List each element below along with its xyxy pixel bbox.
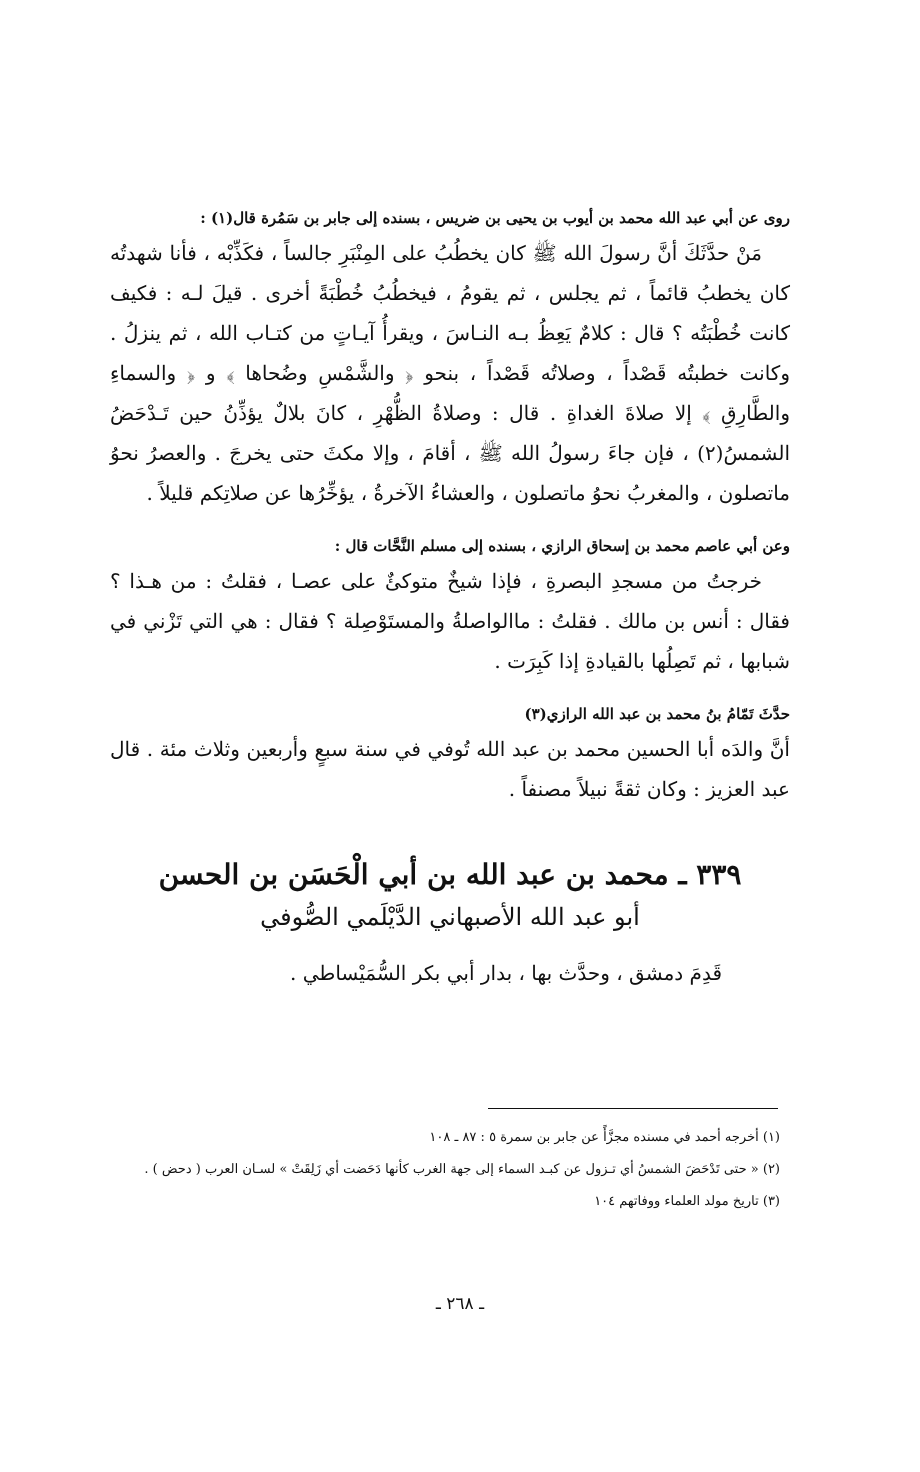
hadith-text-1: مَنْ حدَّثَكَ أنَّ رسولَ الله ﷺ كان يخطُبُ على المِنْبَرِ جالساً ، فكَذِّبْه ، فأنا شهدتُه كان يخطبُ قائماً ، ثم يجلس ، ثم يقومُ ، فيخطُبُ خُطْبَةً أخرى . قيلَ لـه : فكيف كانت خُطْبَتُه ؟ قال : كلامٌ يَعِظُ بـه النـاسَ ، ويقرأُ آيـاتٍ من كتـاب الله ، ثم ينزلُ . وكانت خطبتُه قَصْداً ، وصلاتُه قَصْداً ، بنحو ﴿ والشَّمْسِ وضُحاها ﴾ و ﴿ والسماءِ والطَّارِقِ ﴾ إلا صلاةَ الغداةِ . قال : وصلاةُ الظُّهْرِ ، كانَ بلالٌ يؤذِّنُ حين تَـدْحَضُ الشمسُ(٢) ، فإن جاءَ رسولُ الله ﷺ ، أقامَ ، وإلا مكثَ حتى يخرجَ . والعصرُ نحوُ ماتصلون ، والمغربُ نحوُ ماتصلون ، والعشاءُ الآخرةُ ، يؤخِّرُها عن صلاتِكم قليلاً . bbox=[110, 241, 790, 505]
footnote-1: (١) أخرجه أحمد في مسنده مجزَّأً عن جابر بن سمرة ٥ : ٨٧ ـ ١٠٨ bbox=[429, 1130, 780, 1145]
entry-body: قَدِمَ دمشق ، وحدَّث بها ، بدار أبي بكر السُّمَيْساطي . bbox=[290, 961, 722, 985]
entry-title: ٣٣٩ ـ محمد بن عبد الله بن أبي الْحَسَن بن الحسن bbox=[158, 858, 742, 891]
page-number: ـ ٢٦٨ ـ bbox=[435, 1294, 485, 1314]
footnote-2: (٢) « حتى تَدْحَضَ الشمسُ أي تـزول عن كبـد السماء إلى جهة الغرب كأنها دَحَضت أي زَلِقَتْ » لسـان العرب ( دحض ) . bbox=[144, 1162, 780, 1177]
biography-text: أنَّ والدَه أبا الحسين محمد بن عبد الله تُوفي في سنة سبعٍ وأربعين وثلاث مئة . قال عبد العزيز : وكان ثقةً نبيلاً مصنفاً . bbox=[110, 737, 790, 801]
isnad-intro-3: حدَّثَ تَمّامُ بنُ محمد بن عبد الله الرازي(٣) bbox=[524, 705, 790, 723]
footnote-3: (٣) تاريخ مولد العلماء ووفاتهم ١٠٤ bbox=[594, 1194, 780, 1209]
footnotes bbox=[110, 1124, 780, 1220]
entry-subtitle: أبو عبد الله الأصبهاني الدَّيْلَمي الصُّوفي bbox=[260, 903, 640, 931]
isnad-intro-1: روى عن أبي عبد الله محمد بن أيوب بن يحيى بن ضريس ، بسنده إلى جابر بن سَمُرة قال(١) : bbox=[200, 209, 790, 227]
isnad-intro-2: وعن أبي عاصم محمد بن إسحاق الرازي ، بسنده إلى مسلم النَّحَّات قال : bbox=[334, 537, 790, 555]
main-text bbox=[110, 205, 790, 993]
footnote-separator bbox=[488, 1108, 778, 1109]
hadith-text-2: خرجتُ من مسجدِ البصرةِ ، فإذا شيخٌ متوكئٌ على عصـا ، فقلتُ : من هـذا ؟ فقال : أنس بن مالك . فقلتُ : ماالواصلةُ والمستَوْصِلة ؟ فقال : هي التي تَزْني في شبابها ، ثم تَصِلُها بالقيادةِ إذا كَبِرَت . bbox=[110, 569, 790, 673]
